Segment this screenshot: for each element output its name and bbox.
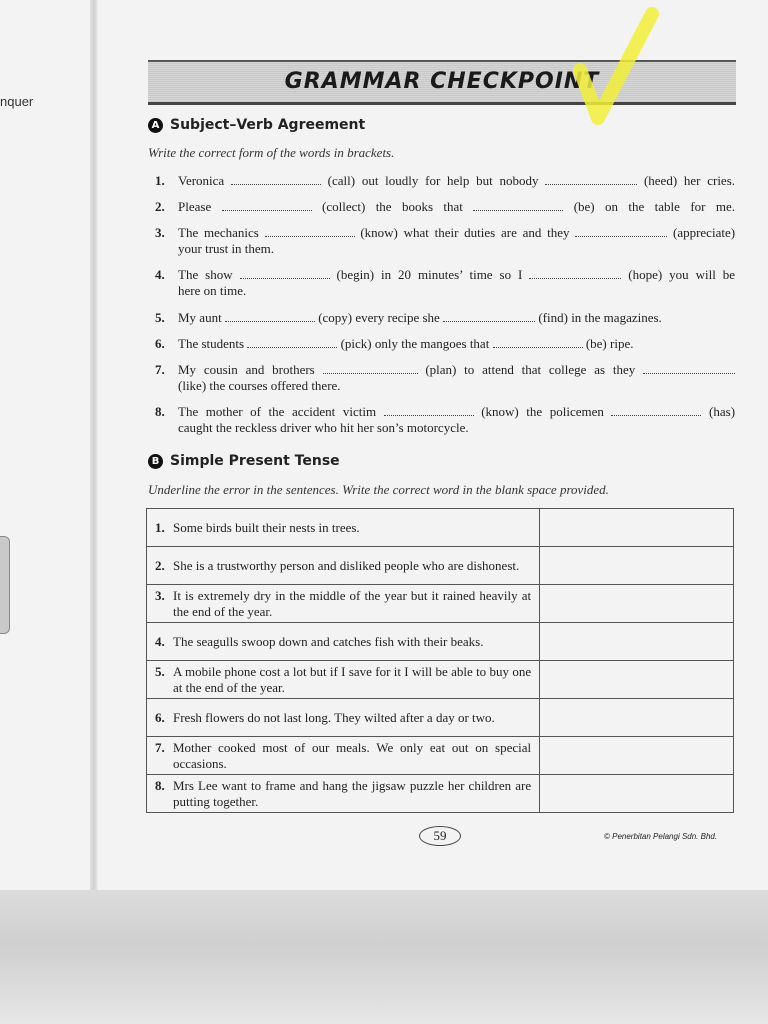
question-text: (find) in the magazines. [538, 310, 662, 325]
question-text: (know) the policemen [481, 404, 604, 419]
sentence-cell [147, 699, 540, 737]
answer-cell[interactable] [540, 737, 734, 775]
answer-cell[interactable] [540, 775, 734, 813]
sentence-cell [147, 737, 540, 775]
answer-cell[interactable] [540, 547, 734, 585]
sentence-cell [147, 585, 540, 623]
answer-cell[interactable] [540, 699, 734, 737]
sentence-text[interactable]: A mobile phone cost a lot but if I save for it I will be able to buy one at the end of the year. [173, 663, 532, 695]
question-text: (be) ripe. [585, 336, 634, 351]
section-a-badge: A [148, 118, 163, 133]
row-number: 6. [155, 709, 165, 725]
table-row [147, 623, 734, 661]
question-text: My aunt [178, 310, 222, 325]
section-a-instruction: Write the correct form of the words in brackets. [148, 145, 395, 160]
table-row [147, 585, 734, 623]
answer-blank[interactable] [443, 310, 535, 322]
answer-blank[interactable] [231, 173, 321, 185]
sentence-text[interactable]: It is extremely dry in the middle of the year but it rained heavily at the end of the year. [173, 587, 532, 619]
answer-blank[interactable] [493, 336, 583, 348]
answer-blank[interactable] [265, 225, 355, 237]
question-item [155, 310, 735, 326]
question-continuation: (like) the courses offered there. [178, 378, 341, 393]
sentence-text[interactable]: Mrs Lee want to frame and hang the jigsaw puzzle her children are putting together. [173, 777, 532, 809]
question-text: (hope) you will be [628, 267, 736, 282]
table-row [147, 699, 734, 737]
question-item [155, 404, 735, 436]
table-row [147, 775, 734, 813]
scanner-background [0, 890, 768, 1024]
page-title: GRAMMAR CHECKPOINT [284, 69, 600, 94]
question-text: (heed) her cries. [643, 173, 736, 188]
book-spine [90, 0, 98, 890]
row-number: 1. [155, 519, 165, 535]
answer-blank[interactable] [643, 362, 735, 374]
sentence-text[interactable]: She is a trustworthy person and disliked people who are dishonest. [173, 557, 520, 573]
question-continuation: your trust in them. [178, 241, 275, 256]
page-tab-edge [0, 536, 10, 634]
question-text: (pick) only the mangoes that [340, 336, 490, 351]
sentence-cell [147, 775, 540, 813]
question-number: 1. [155, 173, 165, 188]
question-text: (know) what their duties are and they [360, 225, 570, 240]
section-b-instruction: Underline the error in the sentences. Write the correct word in the blank space provided. [148, 482, 609, 497]
row-number: 5. [155, 663, 165, 679]
question-number: 4. [155, 267, 165, 282]
table-row [147, 509, 734, 547]
question-number: 8. [155, 404, 165, 419]
question-text: The students [178, 336, 245, 351]
answer-cell[interactable] [540, 661, 734, 699]
copyright-notice: © Penerbitan Pelangi Sdn. Bhd. [604, 832, 718, 841]
question-text: The show [178, 267, 233, 282]
question-number: 5. [155, 310, 165, 325]
question-continuation: here on time. [178, 283, 247, 298]
question-text: (plan) to attend that college as they [425, 362, 636, 377]
sentence-cell [147, 623, 540, 661]
sentence-cell [147, 509, 540, 547]
row-number: 8. [155, 777, 165, 793]
question-text: (copy) every recipe she [318, 310, 440, 325]
question-item [155, 362, 735, 394]
table-row [147, 547, 734, 585]
question-number: 2. [155, 199, 165, 214]
page-number: 59 [419, 826, 461, 846]
question-text: My cousin and brothers [178, 362, 315, 377]
section-a-heading [148, 117, 365, 133]
question-number: 7. [155, 362, 165, 377]
section-b-badge: B [148, 454, 163, 469]
question-continuation: caught the reckless driver who hit her son’s motorcycle. [178, 420, 469, 435]
question-text: The mechanics [178, 225, 259, 240]
question-number: 6. [155, 336, 165, 351]
answer-blank[interactable] [384, 404, 474, 416]
table-row [147, 661, 734, 699]
answer-cell[interactable] [540, 585, 734, 623]
question-item [155, 336, 735, 352]
answer-blank[interactable] [323, 362, 418, 374]
question-text: (collect) the books that [322, 199, 463, 214]
sentence-cell [147, 661, 540, 699]
highlighter-tick-icon [560, 0, 670, 130]
section-b-heading [148, 453, 340, 469]
question-item [155, 225, 735, 257]
answer-cell[interactable] [540, 623, 734, 661]
exercise-table [146, 508, 734, 813]
previous-page-fragment: nquer [0, 94, 34, 109]
table-row [147, 737, 734, 775]
answer-blank[interactable] [247, 336, 337, 348]
row-number: 2. [155, 557, 165, 573]
question-text: Please [178, 199, 212, 214]
question-item [155, 267, 735, 299]
answer-blank[interactable] [529, 267, 621, 279]
answer-cell[interactable] [540, 509, 734, 547]
row-number: 7. [155, 739, 165, 755]
sentence-cell [147, 547, 540, 585]
answer-blank[interactable] [575, 225, 667, 237]
sentence-text[interactable]: Mother cooked most of our meals. We only eat out on special occasions. [173, 739, 532, 771]
question-text: Veronica [178, 173, 225, 188]
answer-blank[interactable] [545, 173, 637, 185]
sentence-text[interactable]: Some birds built their nests in trees. [173, 519, 360, 535]
question-text: (appreciate) [672, 225, 736, 240]
question-text: The mother of the accident victim [178, 404, 377, 419]
question-number: 3. [155, 225, 165, 240]
question-text: (call) out loudly for help but nobody [327, 173, 539, 188]
question-text: (be) on the table for me. [573, 199, 735, 214]
sentence-text[interactable]: The seagulls swoop down and catches fish with their beaks. [173, 633, 484, 649]
answer-blank[interactable] [222, 199, 312, 211]
question-text: (has) [709, 404, 736, 419]
answer-blank[interactable] [240, 267, 330, 279]
section-a-title: Subject–Verb Agreement [170, 117, 366, 133]
section-b-title: Simple Present Tense [170, 453, 340, 469]
sentence-text[interactable]: Fresh flowers do not last long. They wilted after a day or two. [173, 709, 495, 725]
question-item [155, 173, 735, 189]
row-number: 3. [155, 587, 165, 603]
answer-blank[interactable] [225, 310, 315, 322]
answer-blank[interactable] [611, 404, 701, 416]
question-item [155, 199, 735, 215]
question-text: (begin) in 20 minutes’ time so I [336, 267, 523, 282]
answer-blank[interactable] [473, 199, 563, 211]
row-number: 4. [155, 633, 165, 649]
